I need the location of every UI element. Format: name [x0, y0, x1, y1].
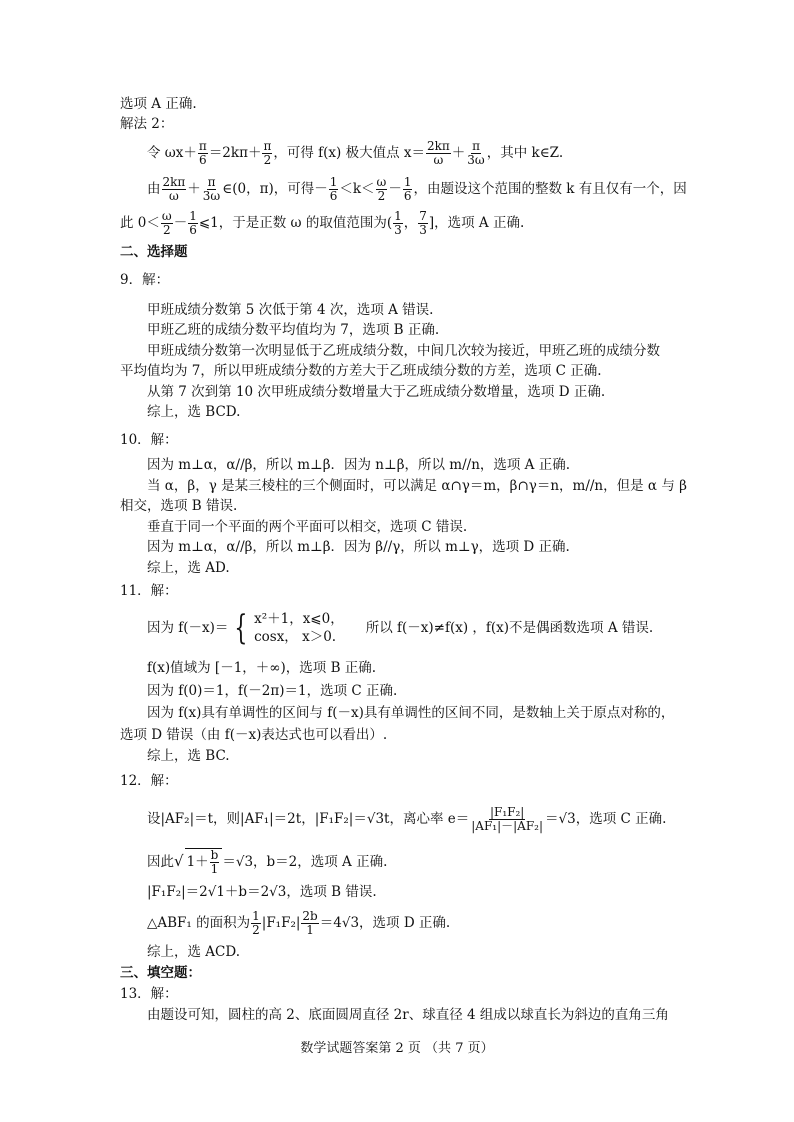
formula-line: 令 ωx＋ $\frac{\pi}{6}$ ＝2kπ＋ $\frac{\pi}{2}$ ，可得 f(x) 极大值点 x＝ $\frac{2k\pi}{\omega}$ ＋ $\frac{\pi}{3\omega}$ ，其中 k∈Z. — [147, 139, 564, 167]
text-line: 选项 D 错误（由 f(－x)表达式也可以看出）. — [120, 727, 388, 743]
text-line: 因为 m⊥α，α//β，所以 m⊥β．因为 β//γ，所以 m⊥γ，选项 D 正确. — [147, 539, 570, 555]
section-heading: 三、填空题： — [120, 965, 201, 981]
text-line: 由题设可知，圆柱的高 2、底面圆周直径 2r、球直径 4 组成以球直长为斜边的直角三角 — [147, 1007, 669, 1023]
text-line: 综上，选 ACD. — [147, 944, 241, 960]
text-line: 甲班乙班的成绩分数平均值均为 7，选项 B 正确. — [147, 322, 440, 338]
text-line: |F₁F₂|＝2√1＋b＝2√3，选项 B 错误. — [147, 884, 377, 900]
text-line: 从第 7 次到第 10 次甲班成绩分数增量大于乙班成绩分数增量，选项 D 正确. — [147, 384, 606, 400]
formula-line: 由 $\frac{2k\pi}{\omega}$ ＋ $\frac{\pi}{3\omega}$ ∈(0，π)，可得－ $\frac{1}{6}$ ＜k＜ $\frac{\omega}{2}$ － $\frac{1}{6}$ ，由题设这个范围的整数 k 有且仅有一个，因 — [147, 175, 687, 203]
question-label: 13．解： — [120, 986, 178, 1002]
text-line: 平均值均为 7，所以甲班成绩分数的方差大于乙班成绩分数的方差，选项 C 正确. — [120, 363, 602, 379]
page-footer: 数学试题答案第 2 页 （共 7 页） — [300, 1041, 494, 1056]
text-line: 因为 f(0)＝1，f(－2π)＝1，选项 C 正确. — [147, 683, 398, 699]
text-line: 选项 A 正确. — [120, 96, 197, 112]
piecewise-function: { x²＋1，x⩽0， cosx， x＞0. — [234, 608, 344, 648]
text-line: 当 α，β，γ 是某三棱柱的三个侧面时，可以满足 α∩γ＝m，β∩γ＝n，m//n，但是 α 与 β — [147, 478, 687, 494]
formula-line: 设|AF₂|＝t，则|AF₁|＝2t，|F₁F₂|＝√3t，离心率 e＝ $\frac{\text{|F₁F₂|}}{\text{|AF₁|－|AF₂|}}$ ＝√3，选项 C 正确. — [147, 805, 667, 833]
question-label: 9．解： — [120, 272, 170, 288]
formula-line: 此 0＜ $\frac{\omega}{2}$ － $\frac{1}{6}$ ⩽1，于是正数 ω 的取值范围为( $\frac{1}{3}$ ， $\frac{7}{3}$ ]，选项 A 正确. — [120, 209, 525, 237]
text-line: 综上，选 AD. — [147, 560, 230, 576]
question-label: 11．解： — [120, 583, 178, 599]
text-line: 相交，选项 B 错误. — [120, 498, 238, 514]
text-line: 甲班成绩分数第一次明显低于乙班成绩分数，中间几次较为接近，甲班乙班的成绩分数 — [147, 343, 660, 359]
piecewise-line: 因为 f(－x)＝ { x²＋1，x⩽0， cosx， x＞0. 所以 f(－x)≠f(x) ，f(x)不是偶函数选项 A 错误. — [147, 608, 654, 648]
text-line: f(x)值域为 [－1，＋∞)，选项 B 正确. — [147, 660, 377, 676]
question-label: 12．解： — [120, 773, 178, 789]
text-line: 综上，选 BC. — [147, 748, 230, 764]
formula-line: 因此√ 1＋ $\frac{b}{1}$ ＝√3，b＝2，选项 A 正确. — [147, 848, 388, 876]
question-label: 10．解： — [120, 432, 178, 448]
text-line: 甲班成绩分数第 5 次低于第 4 次，选项 A 错误. — [147, 302, 434, 318]
text-line: 因为 f(x)具有单调性的区间与 f(－x)具有单调性的区间不同，是数轴上关于原点对称的， — [147, 705, 675, 721]
text-line: 综上，选 BCD. — [147, 404, 241, 420]
text-line: 因为 m⊥α，α//β，所以 m⊥β．因为 n⊥β，所以 m//n，选项 A 正确. — [147, 457, 571, 473]
text-line: 垂直于同一个平面的两个平面可以相交，选项 C 错误. — [147, 519, 468, 535]
text-line: 解法 2： — [120, 116, 174, 132]
section-heading: 二、选择题 — [120, 244, 188, 260]
formula-line: △ABF₁ 的面积为 $\frac{1}{2}$ |F₁F₂| $\frac{2b}{1}$ ＝4√3，选项 D 正确. — [147, 909, 451, 937]
